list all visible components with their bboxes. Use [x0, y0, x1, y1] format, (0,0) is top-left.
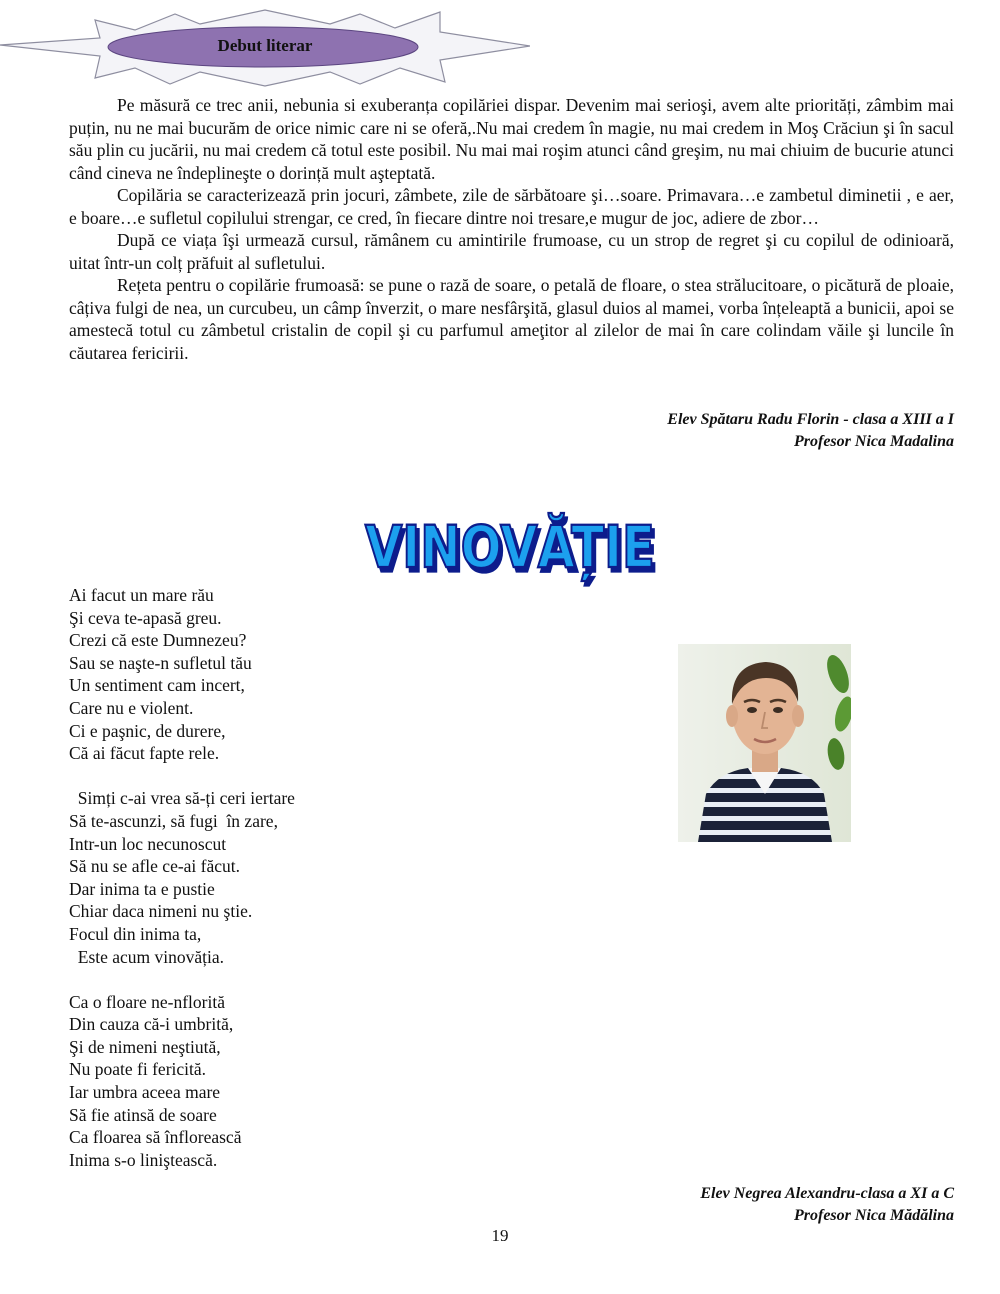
poem-line: Să fie atinsă de soare [69, 1104, 217, 1125]
poem-line: Sau se naşte-n sufletul tău [69, 652, 252, 673]
poem-title-wordart [360, 505, 660, 595]
essay-teacher: Profesor Nica Madalina [794, 433, 954, 450]
poem-stanza [69, 991, 569, 1172]
essay-paragraph: După ce viața îşi urmează cursul, rămânem cu amintirile frumoase, cu un strop de regret şi cu copilul de odinioară, uitat într-un colț prăfuit al sufletului. [69, 230, 954, 273]
poem-line: Crezi că este Dumnezeu? [69, 630, 247, 651]
poem-line: Să nu se afle ce-ai făcut. [69, 856, 241, 877]
poem-signature [700, 1183, 954, 1227]
essay-body [69, 94, 954, 364]
poem-line: Că ai făcut fapte rele. [69, 743, 220, 764]
poem-teacher: Profesor Nica Mădălina [794, 1207, 954, 1224]
essay-paragraph: Pe măsură ce trec anii, nebunia si exuberanța copilăriei dispar. Devenim mai serioşi, avem alte priorități, zâmbim mai puțin, nu ne mai bucurăm de orice nimic care ni se oferă,.Nu mai credem în magie, nu mai credem in Moş Crăciun şi în sacul său plin cu jucării, nu mai credem că totul este posibil. Nu mai mai roşim atunci când greşim, nu mai chiuim de bucurie atunci când cineva ne îndeplineşte o dorință mult aşteptată. [69, 95, 954, 183]
poem-stanza [69, 787, 569, 968]
poem-line: Ca o floare ne-nflorită [69, 991, 225, 1012]
poem-stanza [69, 584, 569, 765]
author-photo [678, 644, 851, 842]
essay-signature [667, 409, 954, 453]
essay-paragraph: Copilăria se caracterizează prin jocuri, zâmbete, zile de sărbătoare şi…soare. Primavara…e zambetul diminetii , e aer, e boare…e sufletul copilului strengar, ce cred, în fiecare dintre noi tresare,e mugur de joc, adiere de zbor… [69, 185, 954, 228]
section-header-badge [0, 8, 530, 88]
poem-line: Dar inima ta e pustie [69, 878, 215, 899]
poem-line: Ca floarea să înflorească [69, 1127, 242, 1148]
page-number: 19 [491, 1226, 509, 1245]
poem-line: Iar umbra aceea mare [69, 1082, 221, 1103]
poem-line: Şi de nimeni neştiută, [69, 1036, 221, 1057]
poem-line: Este acum vinovăția. [69, 946, 225, 967]
section-label: Debut literar [217, 36, 313, 55]
poem-line: Un sentiment cam incert, [69, 675, 245, 696]
poem-line: Simți c-ai vrea să-ți ceri iertare [69, 788, 295, 809]
poem-line: Ai facut un mare rău [69, 585, 214, 605]
poem-line: Din cauza că-i umbrită, [69, 1014, 234, 1035]
poem-line: Nu poate fi fericită. [69, 1059, 207, 1080]
essay-paragraph: Rețeta pentru o copilărie frumoasă: se pune o rază de soare, o petală de floare, o stea strălucitoare, o picătură de ploaie, câțiva fulgi de nea, un curcubeu, un câmp înverzit, o mare nesfârşită, glasul duios al mamei, vorba înțeleaptă a bunicii, apoi se amestecă totul cu zâmbetul cristalin de copil şi cu parfumul ameţitor al zilelor de mai în care colindam văile şi luncile în căutarea fericirii. [69, 275, 954, 363]
poem-author: Elev Negrea Alexandru-clasa a XI a C [700, 1185, 954, 1202]
poem-line: Şi ceva te-apasă greu. [69, 607, 222, 628]
poem-line: Chiar daca nimeni nu ştie. [69, 901, 253, 922]
essay-author: Elev Spătaru Radu Florin - clasa a XIII a I [667, 411, 954, 428]
poem-body [69, 584, 569, 1194]
poem-title: VINOVĂȚIE [365, 513, 655, 581]
poem-line: Intr-un loc necunoscut [69, 833, 227, 854]
poem-line: Care nu e violent. [69, 697, 194, 718]
poem-line: Focul din inima ta, [69, 923, 202, 944]
poem-line: Să te-ascunzi, să fugi în zare, [69, 810, 278, 831]
poem-line: Ci e paşnic, de durere, [69, 720, 226, 741]
poem-line: Inima s-o liniştească. [69, 1149, 218, 1170]
